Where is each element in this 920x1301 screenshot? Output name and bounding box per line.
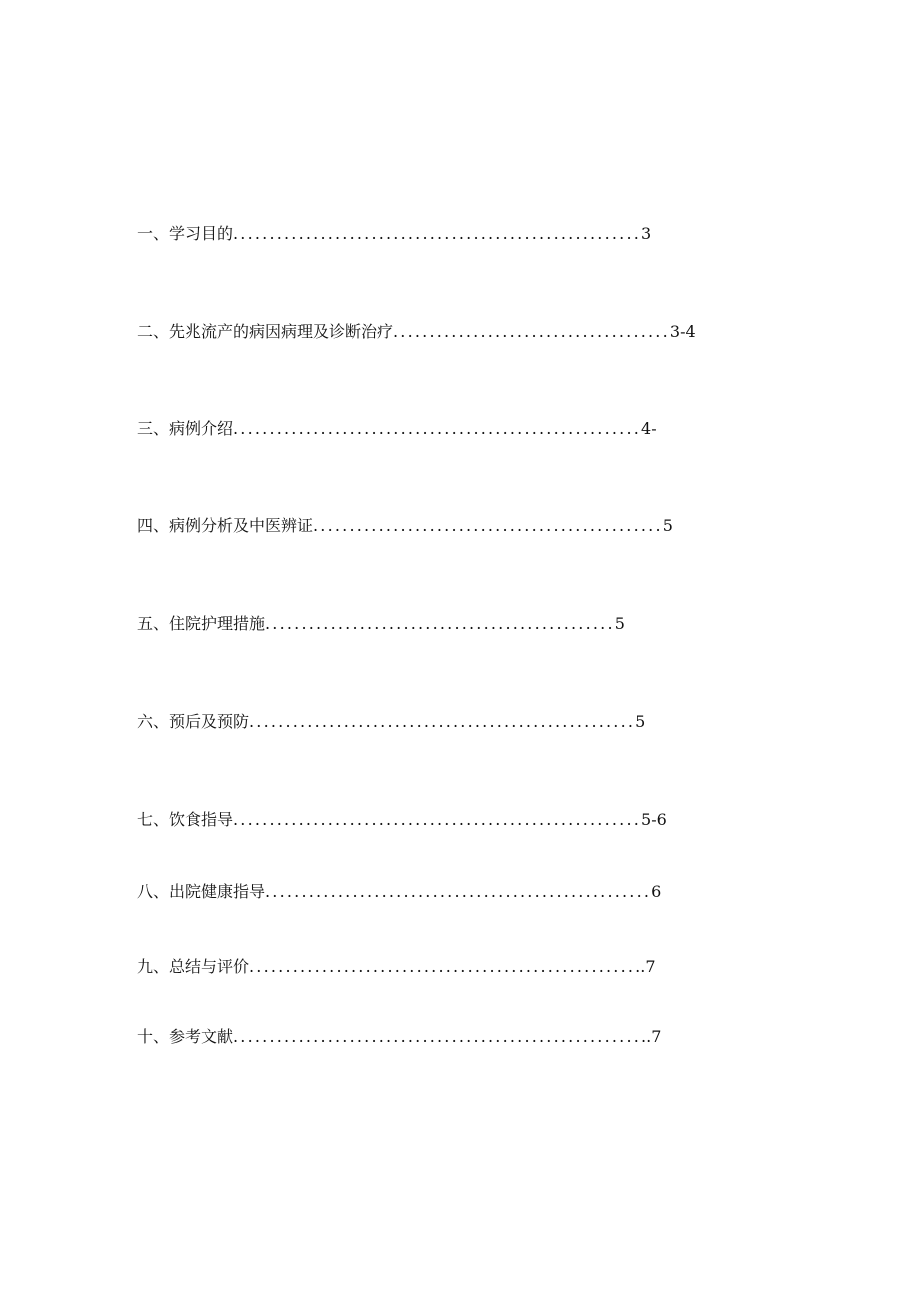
toc-entry-title: 八、出院健康指导 <box>137 882 266 901</box>
toc-page-number: 5 <box>662 516 673 535</box>
toc-entry-5 <box>137 612 625 636</box>
toc-dot-leader: ........................................................ <box>233 224 642 243</box>
toc-entry-2 <box>137 320 696 344</box>
toc-page-number: ..7 <box>635 957 656 976</box>
toc-entry-6 <box>137 710 645 734</box>
toc-page-number: 5 <box>635 712 646 731</box>
toc-entry-title: 三、病例介绍 <box>137 419 234 438</box>
toc-entry-title: 十、参考文献 <box>137 1027 234 1046</box>
toc-entry-3 <box>137 417 657 441</box>
toc-dot-leader: ........................................................ <box>233 1027 642 1046</box>
toc-entry-10 <box>137 1025 661 1049</box>
toc-dot-leader: ..................................................... <box>249 712 636 731</box>
toc-dot-leader: ........................................................ <box>233 810 642 829</box>
toc-page-number: 5-6 <box>641 810 667 829</box>
toc-entry-title: 四、病例分析及中医辨证 <box>137 516 314 535</box>
toc-entry-7 <box>137 808 667 832</box>
toc-entry-title: 五、住院护理措施 <box>137 614 266 633</box>
toc-entry-9 <box>137 955 656 979</box>
toc-dot-leader: ........................................................ <box>233 419 642 438</box>
toc-entry-title: 九、总结与评价 <box>137 957 250 976</box>
toc-dot-leader: ...................................... <box>393 322 670 341</box>
toc-page-number: 3 <box>641 224 652 243</box>
toc-entry-8 <box>137 880 661 904</box>
toc-page-number: ..7 <box>641 1027 662 1046</box>
toc-dot-leader: ..................................................... <box>249 957 636 976</box>
toc-page-number: 3-4 <box>669 322 696 341</box>
toc-entry-title: 一、学习目的 <box>137 224 234 243</box>
toc-entry-1 <box>137 222 651 246</box>
toc-entry-title: 二、先兆流产的病因病理及诊断治疗 <box>137 322 394 341</box>
toc-entry-title: 六、预后及预防 <box>137 712 250 731</box>
toc-dot-leader: ................................................ <box>265 614 615 633</box>
toc-page-number: 5 <box>614 614 625 633</box>
toc-page-number: 4- <box>641 419 657 438</box>
toc-entry-4 <box>137 514 673 538</box>
toc-page-number: 6 <box>651 882 662 901</box>
toc-dot-leader: ..................................................... <box>265 882 652 901</box>
toc-entry-title: 七、饮食指导 <box>137 810 234 829</box>
toc-dot-leader: ................................................ <box>313 516 663 535</box>
